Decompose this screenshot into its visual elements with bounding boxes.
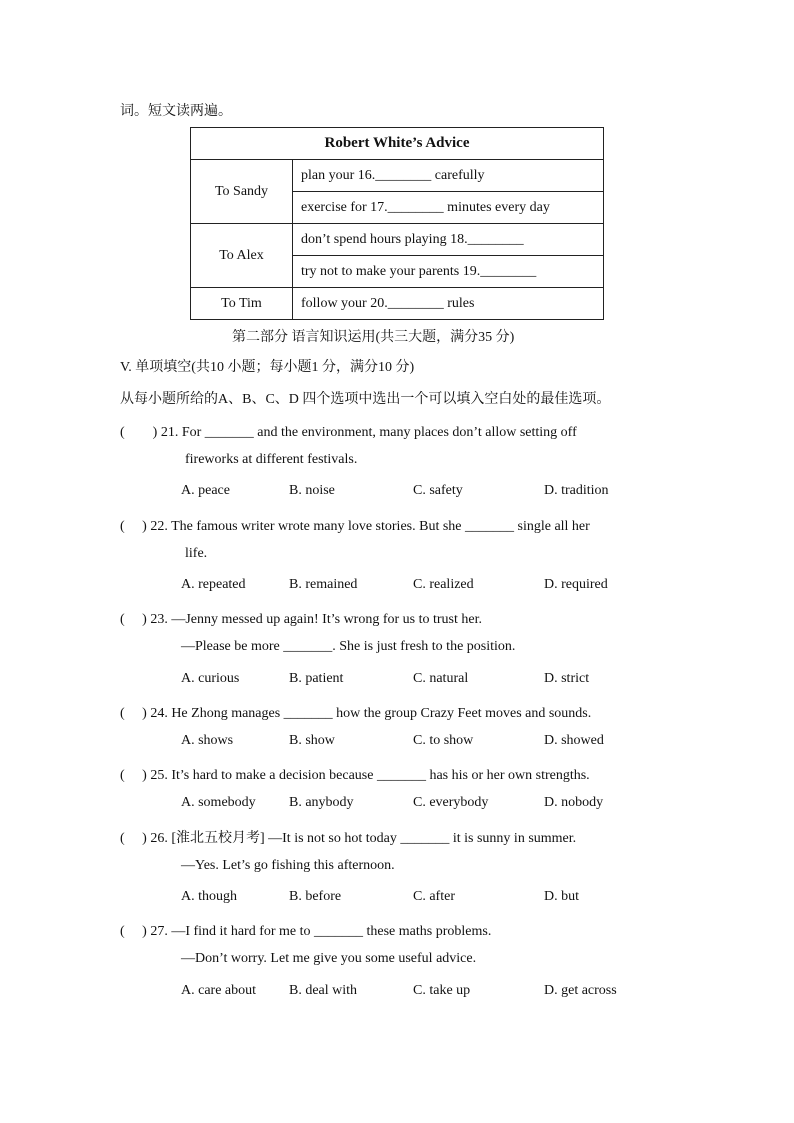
q27-option-b: B. deal with xyxy=(289,983,358,998)
q22-line2: life. xyxy=(185,546,208,561)
q23-option-a: A. curious xyxy=(181,671,240,686)
advice-item-20: follow your 20.________ rules xyxy=(293,288,604,320)
q22-option-d: D. required xyxy=(544,577,608,592)
advice-item-17: exercise for 17.________ minutes every day xyxy=(293,192,604,224)
section5-heading: V. 单项填空(共10 小题；每小题1 分，满分10 分) xyxy=(120,360,415,375)
q27-option-d: D. get across xyxy=(544,983,617,998)
q27-option-c: C. take up xyxy=(413,983,471,998)
q25-option-a: A. somebody xyxy=(181,795,256,810)
q25-option-d: D. nobody xyxy=(544,795,604,810)
q26-option-a: A. though xyxy=(181,889,237,904)
q21-option-c: C. safety xyxy=(413,483,463,498)
q24-option-d: D. showed xyxy=(544,733,604,748)
q21-option-a: A. peace xyxy=(181,483,230,498)
q21-option-d: D. tradition xyxy=(544,483,609,498)
q26-line1: ( ) 26. [淮北五校月考] —It is not so hot today _______ it is sunny in summer. xyxy=(120,831,577,846)
q26-line2: —Yes. Let’s go fishing this afternoon. xyxy=(181,858,395,873)
q21-option-b: B. noise xyxy=(289,483,335,498)
q25-option-c: C. everybody xyxy=(413,795,489,810)
q24-option-b: B. show xyxy=(289,733,335,748)
q23-option-b: B. patient xyxy=(289,671,344,686)
q21-line2: fireworks at different festivals. xyxy=(185,452,358,467)
q23-line2: —Please be more _______. She is just fresh to the position. xyxy=(181,639,516,654)
advice-item-19: try not to make your parents 19.________ xyxy=(293,256,604,288)
row-name-alex: To Alex xyxy=(191,224,293,288)
q22-line1: ( ) 22. The famous writer wrote many love stories. But she _______ single all her xyxy=(120,519,590,534)
q24-line1: ( ) 24. He Zhong manages _______ how the group Crazy Feet moves and sounds. xyxy=(120,706,592,721)
q27-line2: —Don’t worry. Let me give you some useful advice. xyxy=(181,951,477,966)
advice-table xyxy=(190,127,604,320)
q23-option-c: C. natural xyxy=(413,671,469,686)
q23-line1: ( ) 23. —Jenny messed up again! It’s wrong for us to trust her. xyxy=(120,612,482,627)
section5-instruction: 从每小题所给的A、B、C、D 四个选项中选出一个可以填入空白处的最佳选项。 xyxy=(120,392,611,407)
table-title: Robert White’s Advice xyxy=(191,128,604,160)
q26-option-d: D. but xyxy=(544,889,579,904)
q22-option-c: C. realized xyxy=(413,577,474,592)
q25-line1: ( ) 25. It’s hard to make a decision because _______ has his or her own strengths. xyxy=(120,768,590,783)
advice-item-16: plan your 16.________ carefully xyxy=(293,160,604,192)
q26-option-b: B. before xyxy=(289,889,342,904)
row-name-tim: To Tim xyxy=(191,288,293,320)
row-name-sandy: To Sandy xyxy=(191,160,293,224)
q24-option-c: C. to show xyxy=(413,733,474,748)
q23-option-d: D. strict xyxy=(544,671,590,686)
q27-line1: ( ) 27. —I find it hard for me to _______ these maths problems. xyxy=(120,924,492,939)
q27-option-a: A. care about xyxy=(181,983,257,998)
part2-heading: 第二部分 语言知识运用(共三大题，满分35 分) xyxy=(232,330,515,345)
q26-option-c: C. after xyxy=(413,889,455,904)
advice-item-18: don’t spend hours playing 18.________ xyxy=(293,224,604,256)
q21-line1: ( ) 21. For _______ and the environment, many places don’t allow setting off xyxy=(120,425,577,440)
q24-option-a: A. shows xyxy=(181,733,234,748)
q22-option-b: B. remained xyxy=(289,577,358,592)
q22-option-a: A. repeated xyxy=(181,577,246,592)
intro-text: 词。短文读两遍。 xyxy=(120,104,232,119)
q25-option-b: B. anybody xyxy=(289,795,354,810)
